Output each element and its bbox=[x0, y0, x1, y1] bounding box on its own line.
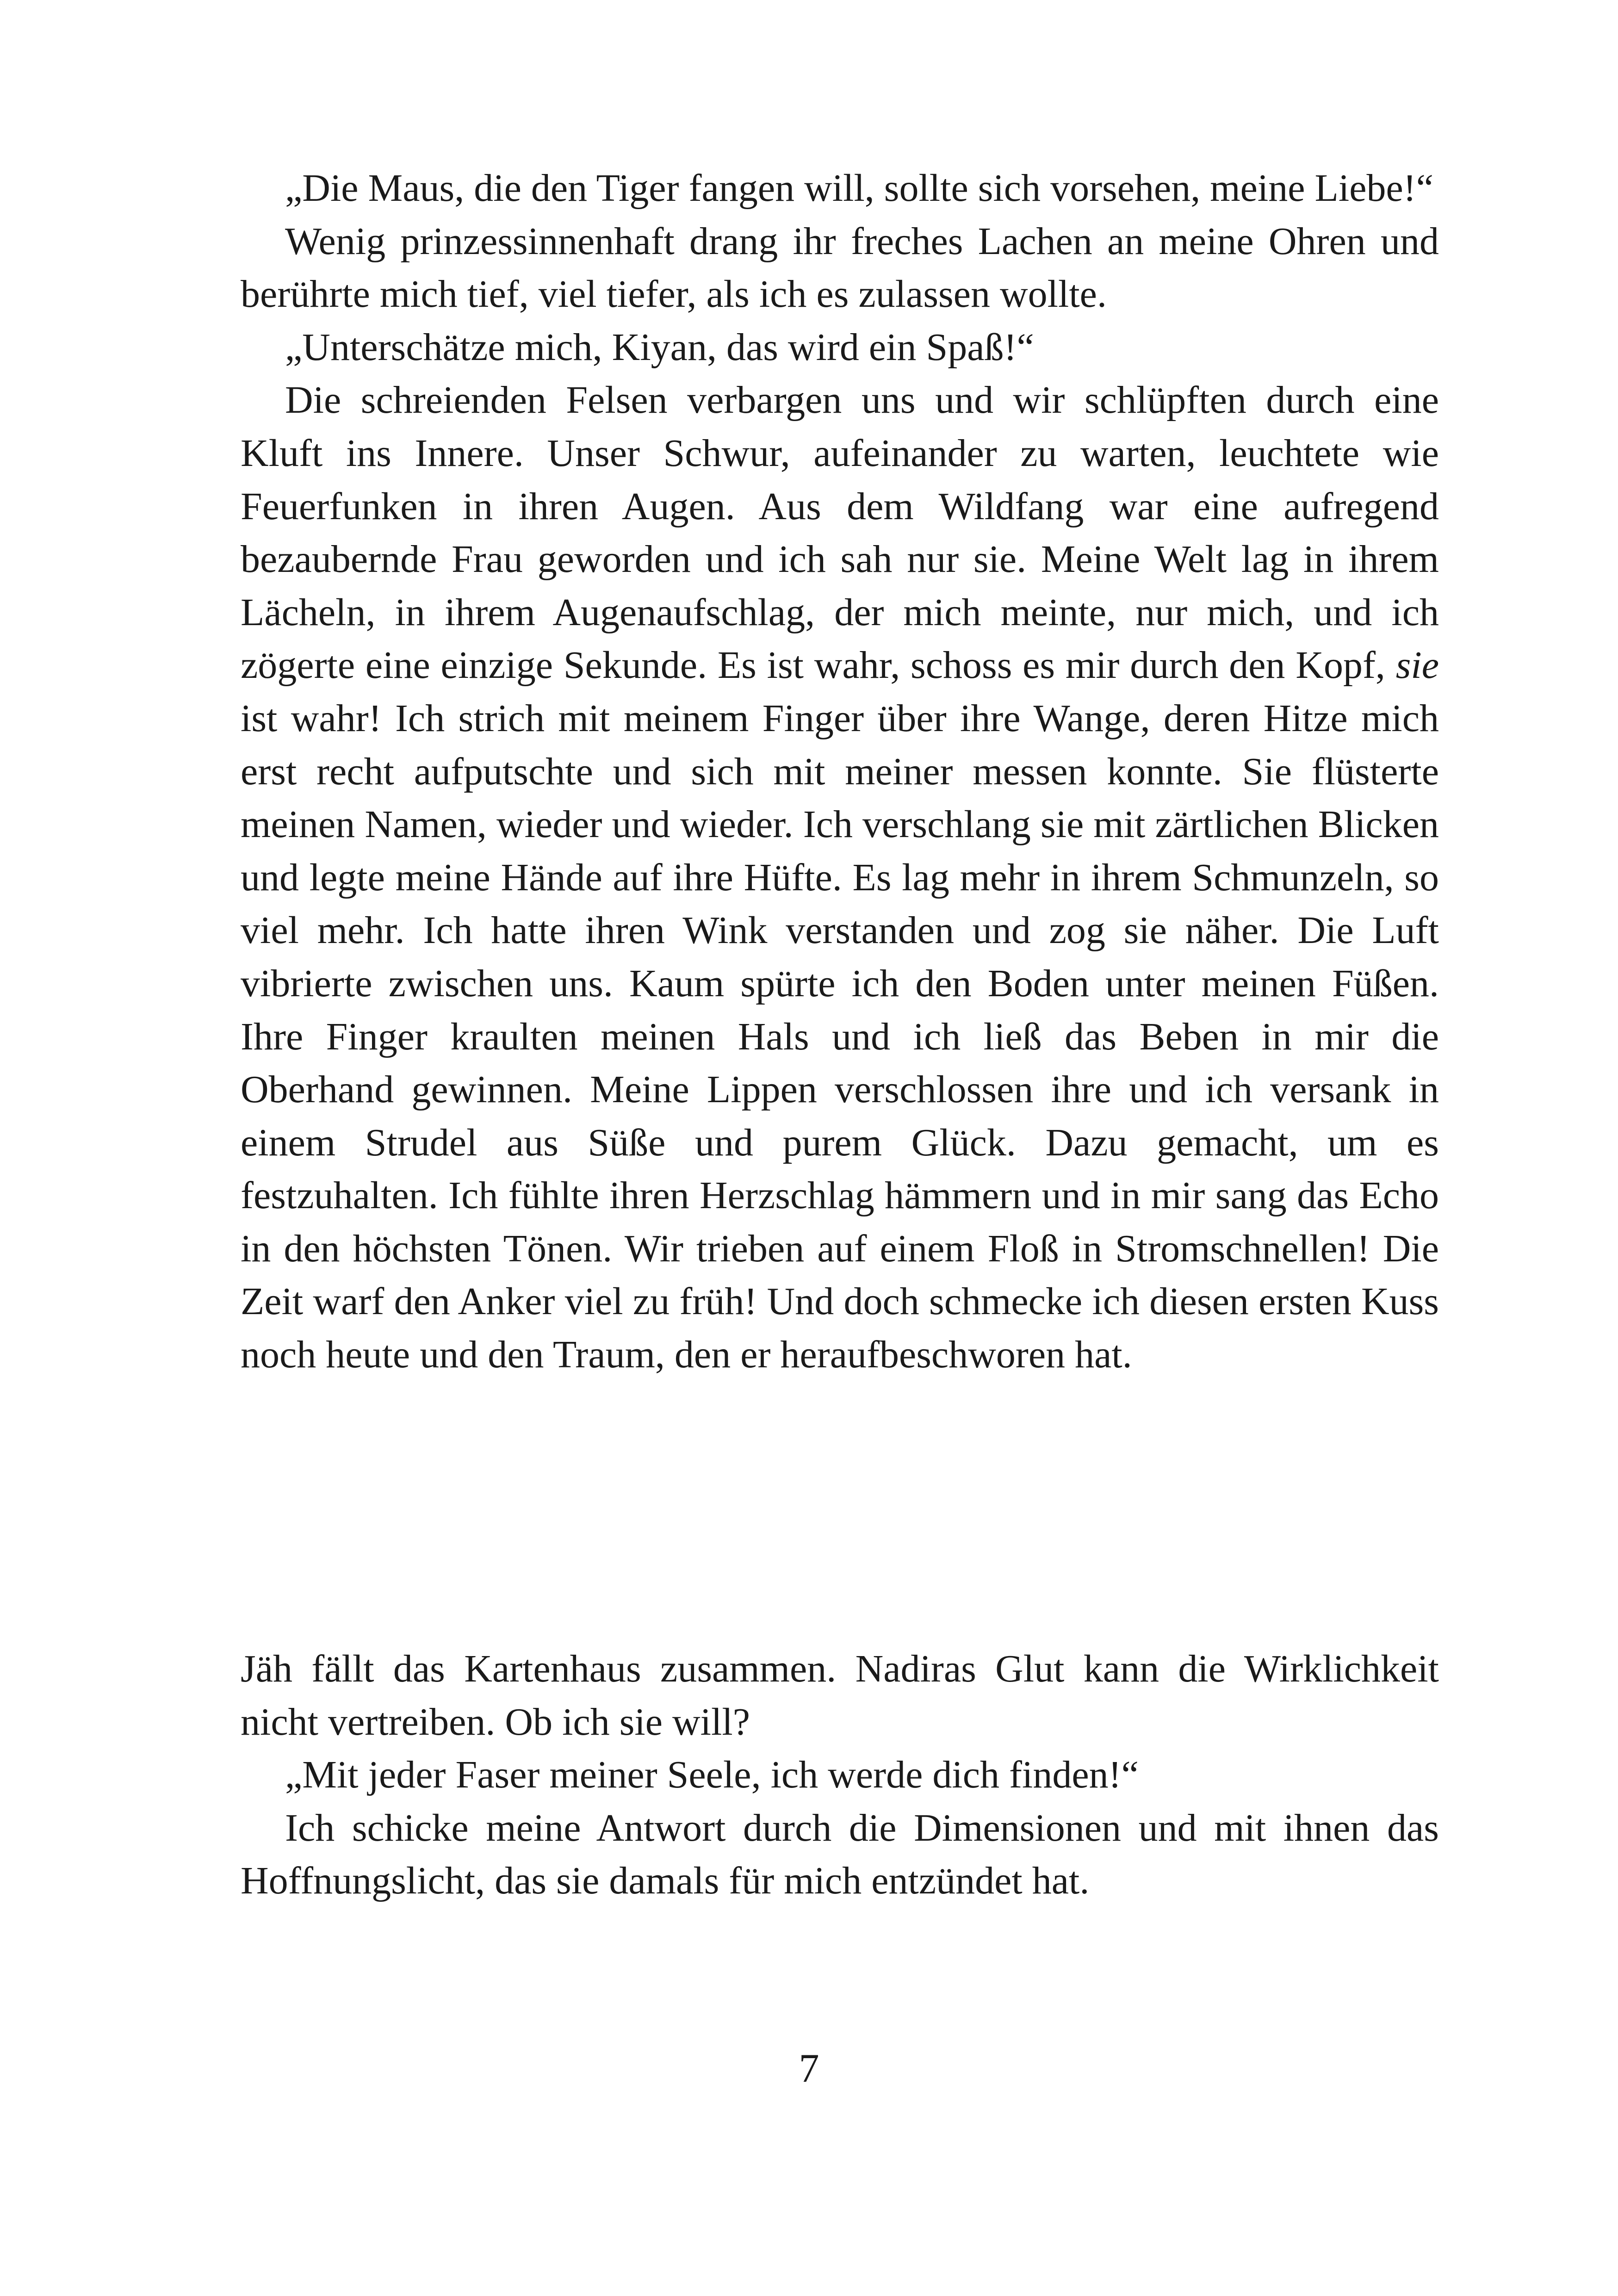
paragraph-text: Die schreienden Felsen verbargen uns und wir schlüpften durch eine Kluft ins Innere. Unser Schwur, aufeinander zu warten, leuchtete wie Feuerfunken in ihren Augen. Aus dem Wildfang war eine aufregend bezaubernde Frau geworden und ich sah nur sie. Meine Welt lag in ihrem Lächeln, in ihrem Augenaufschlag, der mich meinte, nur mich, und ich zögerte eine einzige Sekunde. Es ist wahr, schoss es mir durch den Kopf, bbox=[241, 379, 1439, 687]
paragraph-with-emphasis bbox=[241, 374, 1439, 1381]
paragraph: Wenig prinzessinnenhaft drang ihr freches Lachen an meine Ohren und berührte mich tief, viel tiefer, als ich es zulassen wollte. bbox=[241, 219, 1439, 316]
paragraph: Jäh fällt das Kartenhaus zusammen. Nadiras Glut kann die Wirklichkeit nicht vertreiben. Ob ich sie will? bbox=[241, 1647, 1439, 1744]
paragraph: „Die Maus, die den Tiger fangen will, sollte sich vorsehen, meine Liebe!“ bbox=[285, 167, 1434, 210]
page-number: 7 bbox=[799, 2046, 819, 2091]
text-section-1 bbox=[241, 162, 1439, 1382]
text-section-2 bbox=[241, 1643, 1439, 1908]
paragraph: „Unterschätze mich, Kiyan, das wird ein Spaß!“ bbox=[285, 325, 1034, 369]
emphasized-word: sie bbox=[1395, 644, 1439, 687]
paragraph: Ich schicke meine Antwort durch die Dimensionen und mit ihnen das Hoffnungslicht, das sie damals für mich entzündet hat. bbox=[241, 1806, 1439, 1903]
paragraph-text: ist wahr! Ich strich mit meinem Finger über ihre Wange, deren Hitze mich erst recht aufputschte und sich mit meiner messen konnte. Sie flüsterte meinen Namen, wieder und wieder. Ich verschlang sie mit zärtlichen Blicken und legte meine Hände auf ihre Hüfte. Es lag mehr in ihrem Schmunzeln, so viel mehr. Ich hatte ihren Wink verstanden und zog sie näher. Die Luft vibrierte zwischen uns. Kaum spürte ich den Boden unter meinen Füßen. Ihre Finger kraulten meinen Hals und ich ließ das Beben in mir die Oberhand gewinnen. Meine Lippen verschlossen ihre und ich versank in einem Strudel aus Süße und purem Glück. Dazu gemacht, um es festzuhalten. Ich fühlte ihren Herzschlag hämmern und in mir sang das Echo in den höchsten Tönen. Wir trieben auf einem Floß in Stromschnellen! Die Zeit warf den Anker viel zu früh! Und doch schmecke ich diesen ersten Kuss noch heute und den Traum, den er heraufbeschworen hat. bbox=[241, 696, 1439, 1377]
paragraph: „Mit jeder Faser meiner Seele, ich werde dich finden!“ bbox=[285, 1753, 1139, 1797]
